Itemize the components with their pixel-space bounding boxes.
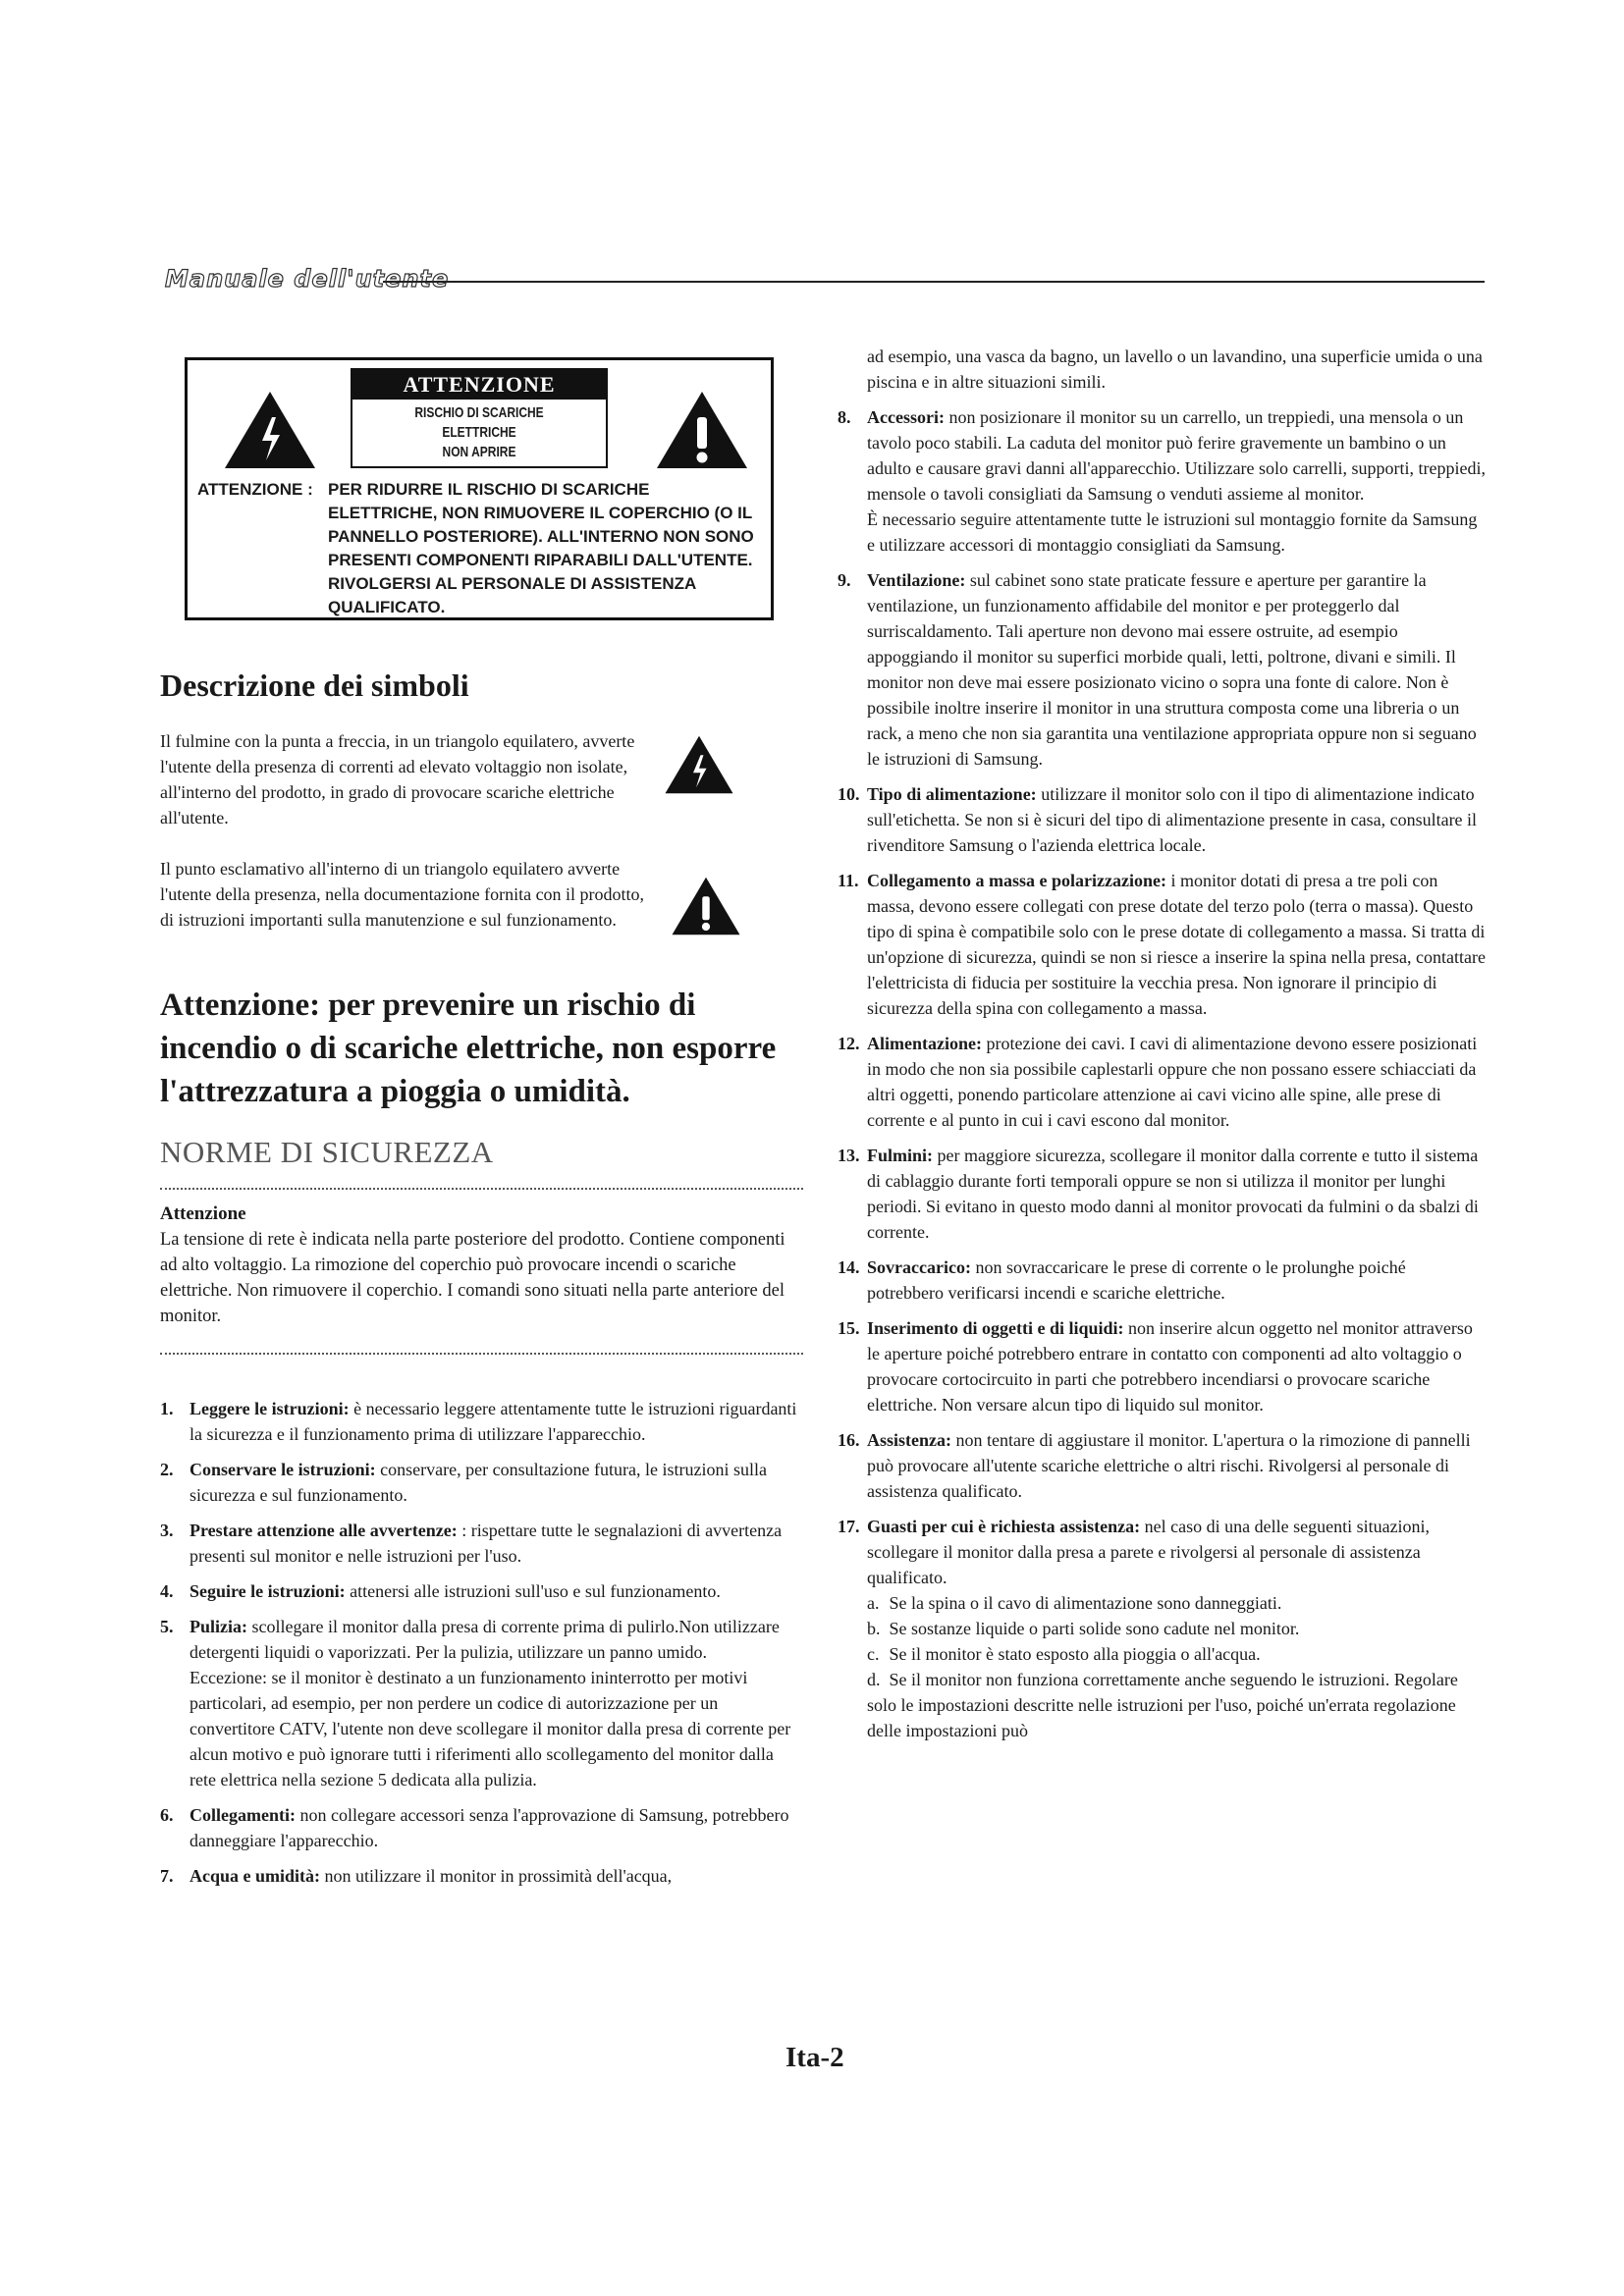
item-title: Accessori: xyxy=(867,407,945,427)
exclamation-symbol-icon xyxy=(671,876,741,936)
item-text: conservare, per consultazione futura, le istruzioni sulla sicurezza e sul funzionamento. xyxy=(189,1460,767,1505)
list-item xyxy=(838,1143,1486,1245)
item-text: per maggiore sicurezza, scollegare il monitor dalla corrente e tutto il sistema di cablaggio durante forti temporali oppure se non si utilizza il monitor per lunghi periodi. Si evitano in questo modo danni al monitor provocati da fulmini o da sbalzi di corrente. xyxy=(867,1146,1479,1242)
item-title: Assistenza: xyxy=(867,1430,951,1450)
exclamation-warning-icon xyxy=(655,390,749,470)
item-title: Prestare attenzione alle avvertenze: xyxy=(189,1521,458,1540)
item-text: non posizionare il monitor su un carrello, un treppiedi, una mensola o un tavolo poco stabili. La caduta del monitor può ferire gravemente un bambino o un adulto e causare gravi danni all'apparecchio. Utilizzare solo carrelli, supporti, treppiedi, mensole o tavoli consigliati da Samsung o venduti assieme al monitor. xyxy=(867,407,1486,504)
list-item xyxy=(160,1518,804,1569)
item-number: 9. xyxy=(838,570,851,590)
item-title: Ventilazione: xyxy=(867,570,966,590)
attention-title: Attenzione xyxy=(160,1203,246,1224)
item-number: 3. xyxy=(160,1521,174,1540)
sub-item-text: Se il monitor non funziona correttamente anche seguendo le istruzioni. Regolare solo le impostazioni descritte nelle istruzioni per l'uso, poiché un'errata regolazione delle impostazioni può xyxy=(867,1670,1458,1740)
item-title: Tipo di alimentazione: xyxy=(867,784,1037,804)
list-item xyxy=(838,868,1486,1021)
item-number: 6. xyxy=(160,1805,174,1825)
item-title: Collegamenti: xyxy=(189,1805,296,1825)
warning-label: ATTENZIONE : xyxy=(197,480,313,499)
list-item xyxy=(160,1457,804,1508)
item-text: protezione dei cavi. I cavi di alimentazione devono essere posizionati in modo che non sia possibile caplestarli oppure che non possano essere schiacciati da altri oggetti, ponendo particolare attenzione ai cavi vicino alle spine, alle prese di corrente e al punto in cui i cavi escono dal monitor. xyxy=(867,1034,1478,1130)
item-number: 7. xyxy=(160,1866,174,1886)
item-text: nel caso di una delle seguenti situazioni, scollegare il monitor dalla presa a parete e rivolgersi al personale di assistenza qualificato. xyxy=(867,1517,1431,1587)
item-text: utilizzare il monitor solo con il tipo di alimentazione indicato sull'etichetta. Se non si è sicuri del tipo di alimentazione presente in casa, consultare il rivenditore Samsung o l'azienda elettrica locale. xyxy=(867,784,1478,855)
warning-subtitle-line1: RISCHIO DI SCARICHE ELETTRICHE xyxy=(414,404,544,441)
list-item xyxy=(160,1863,804,1889)
item-title: Conservare le istruzioni: xyxy=(189,1460,376,1479)
header-rule xyxy=(383,281,1485,283)
item-title: Guasti per cui è richiesta assistenza: xyxy=(867,1517,1141,1536)
item-number: 14. xyxy=(838,1257,860,1277)
dotted-divider-top xyxy=(160,1188,803,1190)
dotted-divider-bottom xyxy=(160,1353,803,1355)
sub-item-letter: d. xyxy=(867,1670,881,1689)
item-number: 11. xyxy=(838,871,859,890)
item-text: non tentare di aggiustare il monitor. L'apertura o la rimozione di pannelli può provocare all'utente scariche elettriche o altri rischi. Rivolgersi al personale di assistenza qualificato. xyxy=(867,1430,1471,1501)
item-number: 2. xyxy=(160,1460,174,1479)
item-number: 12. xyxy=(838,1034,860,1053)
lightning-warning-icon xyxy=(223,390,317,470)
sub-item-text: Se la spina o il cavo di alimentazione sono danneggiati. xyxy=(889,1593,1282,1613)
sub-item xyxy=(867,1641,1486,1667)
sub-item-text: Se il monitor è stato esposto alla pioggia o all'acqua. xyxy=(889,1644,1261,1664)
lightning-symbol-icon xyxy=(664,734,734,795)
item-number: 15. xyxy=(838,1318,860,1338)
lightning-description: Il fulmine con la punta a freccia, in un triangolo equilatero, avverte l'utente della presenza di correnti ad elevato voltaggio non isolate, all'interno del prodotto, in grado di provocare scariche elettriche all'utente. xyxy=(160,731,635,828)
item-extra-text: È necessario seguire attentamente tutte le istruzioni sul montaggio fornite da Samsung e utilizzare accessori di montaggio consigliati da Samsung. xyxy=(867,509,1478,555)
sub-item-letter: a. xyxy=(867,1593,880,1613)
list-item xyxy=(838,567,1486,772)
sub-item-letter: b. xyxy=(867,1619,881,1638)
item-title: Seguire le istruzioni: xyxy=(189,1581,346,1601)
list-item xyxy=(160,1802,804,1853)
list-item xyxy=(838,1255,1486,1306)
item-title: Leggere le istruzioni: xyxy=(189,1399,350,1418)
item-text: attenersi alle istruzioni sull'uso e sul funzionamento. xyxy=(350,1581,721,1601)
item-number: 17. xyxy=(838,1517,860,1536)
list-item xyxy=(160,1396,804,1447)
list-item xyxy=(838,1427,1486,1504)
list-item xyxy=(160,1614,804,1792)
item-text: sul cabinet sono state praticate fessure e aperture per garantire la ventilazione, un funzionamento affidabile del monitor e per proteggerlo dal surriscaldamento. Tali aperture non devono mai essere ostruite, ad esempio appoggiando il monitor su superfici morbide quali, letti, poltrone, divani e simili. Il monitor non deve mai essere posizionato vicino o sopra una fonte di calore. Non è possibile inoltre inserire il monitor in una struttura composta come una libreria o un rack, a meno che non sia garantita una ventilazione appropriata oppure non si seguano le istruzioni di Samsung. xyxy=(867,570,1477,769)
symbols-title: Descrizione dei simboli xyxy=(160,667,469,703)
list-item xyxy=(838,1315,1486,1417)
item-text: non inserire alcun oggetto nel monitor attraverso le aperture poiché potrebbero entrare in contatto con componenti ad alto voltaggio o provocare cortocircuito in parti che potrebbero incendiarsi o provocare scariche elettriche. Non versare alcun tipo di liquido sul monitor. xyxy=(867,1318,1473,1415)
item-text: : rispettare tutte le segnalazioni di avvertenza presenti sul monitor e nelle istruzioni per l'uso. xyxy=(189,1521,783,1566)
item-text: i monitor dotati di presa a tre poli con massa, devono essere collegati con prese dotate del terzo polo (terra o massa). Questo tipo di spina è compatibile solo con le prese dotate di collegamento a massa. Si tratta di un'opzione di sicurezza, quindi se non si riesce a inserire la spina nella presa, contattare l'elettricista di fiducia per sostituire la vecchia presa. Non ignorare il principio di sicurezza della spina con collegamento a massa. xyxy=(867,871,1486,1018)
item-text: non sovraccaricare le prese di corrente o le prolunghe poiché potrebbero verificarsi incendi e scariche elettriche. xyxy=(867,1257,1406,1303)
warning-header xyxy=(351,368,608,468)
list-item xyxy=(160,1578,804,1604)
warning-subtitle xyxy=(378,400,580,466)
item-extra-text: Eccezione: se il monitor è destinato a un funzionamento ininterrotto per motivi particolari, ad esempio, per non perdere un codice di autorizzazione per un convertitore CATV, l'utente non deve scollegare il monitor dalla presa di corrente per alcun motivo e può ignorare tutti i riferimenti allo scollegamento del monitor dalla rete elettrica nella sezione 5 dedicata alla pulizia. xyxy=(189,1668,791,1789)
item-title: Acqua e umidità: xyxy=(189,1866,321,1886)
warning-box xyxy=(185,357,774,620)
continued-text: ad esempio, una vasca da bagno, un lavello o un lavandino, una superficie umida o una piscina e in altre situazioni simili. xyxy=(867,347,1483,392)
page-number: Ita-2 xyxy=(785,2042,844,2073)
sub-item-letter: c. xyxy=(867,1644,880,1664)
item-number: 13. xyxy=(838,1146,860,1165)
sub-item xyxy=(867,1667,1486,1743)
warning-subtitle-line2: NON APRIRE xyxy=(442,444,516,460)
list-item xyxy=(838,1514,1486,1743)
item-number: 1. xyxy=(160,1399,174,1418)
item-text: non utilizzare il monitor in prossimità dell'acqua, xyxy=(324,1866,673,1886)
item-number: 8. xyxy=(838,407,851,427)
sub-item xyxy=(867,1590,1486,1616)
item-title: Collegamento a massa e polarizzazione: xyxy=(867,871,1166,890)
sub-item xyxy=(867,1616,1486,1641)
item-title: Alimentazione: xyxy=(867,1034,982,1053)
warning-body: PER RIDURRE IL RISCHIO DI SCARICHE ELETTRICHE, NON RIMUOVERE IL COPERCHIO (O IL PANNELLO POSTERIORE). ALL'INTERNO NON SONO PRESENTI COMPONENTI RIPARABILI DALL'UTENTE. RIVOLGERSI AL PERSONALE DI ASSISTENZA QUALIFICATO. xyxy=(328,480,754,616)
warning-text xyxy=(197,478,763,619)
fire-warning-heading: Attenzione: per prevenire un rischio di incendio o di scariche elettriche, non esporre l'attrezzatura a pioggia o umidità. xyxy=(160,988,777,1109)
attention-text: La tensione di rete è indicata nella parte posteriore del prodotto. Contiene componenti ad alto voltaggio. La rimozione del coperchio può provocare incendi o scariche elettriche. Non rimuovere il coperchio. I comandi sono situati nella parte anteriore del monitor. xyxy=(160,1230,785,1326)
item-number: 4. xyxy=(160,1581,174,1601)
item-text: non collegare accessori senza l'approvazione di Samsung, potrebbero danneggiare l'apparecchio. xyxy=(189,1805,789,1850)
list-item xyxy=(838,781,1486,858)
list-item xyxy=(838,1031,1486,1133)
exclamation-description: Il punto esclamativo all'interno di un triangolo equilatero avverte l'utente della presenza, nella documentazione fornita con il prodotto, di istruzioni importanti sulla manutenzione e sul funzionamento. xyxy=(160,859,645,930)
item-number: 5. xyxy=(160,1617,174,1636)
safety-list-left xyxy=(160,1396,804,1898)
safety-rules-title: NORME DI SICUREZZA xyxy=(160,1135,494,1169)
item-title: Inserimento di oggetti e di liquidi: xyxy=(867,1318,1124,1338)
item-title: Fulmini: xyxy=(867,1146,934,1165)
safety-list-right xyxy=(838,344,1486,1753)
item-number: 16. xyxy=(838,1430,860,1450)
sub-item-text: Se sostanze liquide o parti solide sono cadute nel monitor. xyxy=(889,1619,1300,1638)
item-number: 10. xyxy=(838,784,860,804)
list-item xyxy=(838,404,1486,558)
header-title: Manuale dell'utente xyxy=(165,265,450,293)
item-title: Sovraccarico: xyxy=(867,1257,971,1277)
item-text: scollegare il monitor dalla presa di corrente prima di pulirlo.Non utilizzare detergenti liquidi o vaporizzati. Per la pulizia, utilizzare un panno umido. xyxy=(189,1617,780,1662)
item-title: Pulizia: xyxy=(189,1617,247,1636)
item-text: è necessario leggere attentamente tutte le istruzioni riguardanti la sicurezza e il funzionamento prima di utilizzare l'apparecchio. xyxy=(189,1399,797,1444)
warning-title: ATTENZIONE xyxy=(352,370,606,400)
